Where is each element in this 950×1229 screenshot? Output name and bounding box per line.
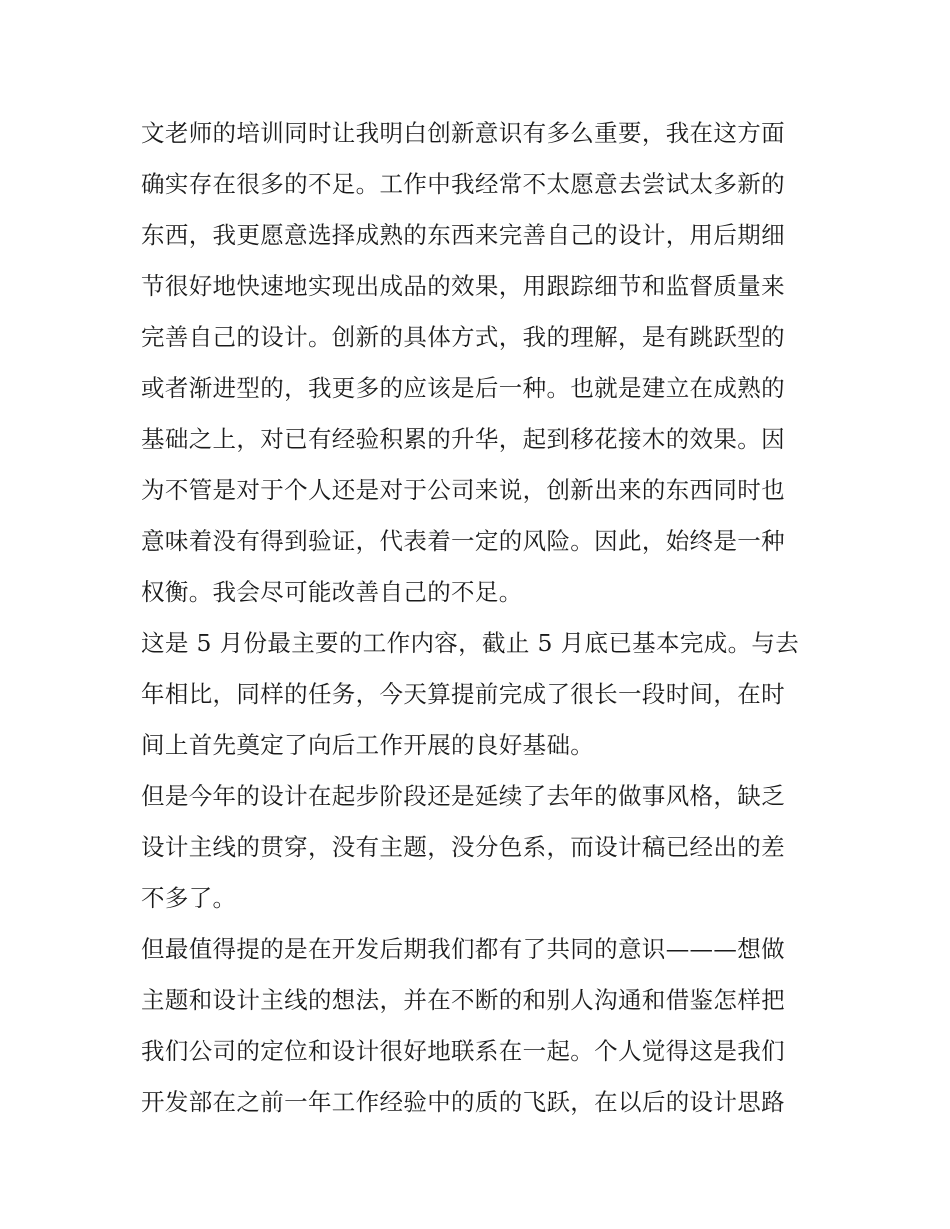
text-line: 文老师的培训同时让我明白创新意识有多么重要，我在这方面 [141,119,785,147]
text-line: 但最值得提的是在开发后期我们都有了共同的意识———想做 [141,935,785,963]
text-line: 确实存在很多的不足。工作中我经常不太愿意去尝试太多新的 [141,170,785,198]
text-line: 为不管是对于个人还是对于公司来说，创新出来的东西同时也 [141,476,785,504]
text-line: 这是 5 月份最主要的工作内容，截止 5 月底已基本完成。与去 [141,629,800,657]
text-line: 主题和设计主线的想法，并在不断的和别人沟通和借鉴怎样把 [141,986,785,1014]
text-line: 年相比，同样的任务，今天算提前完成了很长一段时间，在时 [141,680,785,708]
text-line: 或者渐进型的，我更多的应该是后一种。也就是建立在成熟的 [141,374,785,402]
text-line: 意味着没有得到验证，代表着一定的风险。因此，始终是一种 [141,527,785,555]
text-line: 基础之上，对已有经验积累的升华，起到移花接木的效果。因 [141,425,785,453]
text-line: 开发部在之前一年工作经验中的质的飞跃，在以后的设计思路 [141,1088,785,1116]
body-text [141,108,811,1128]
text-line: 我们公司的定位和设计很好地联系在一起。个人觉得这是我们 [141,1037,785,1065]
text-line: 但是今年的设计在起步阶段还是延续了去年的做事风格，缺乏 [141,782,785,810]
text-line: 东西，我更愿意选择成熟的东西来完善自己的设计，用后期细 [141,221,785,249]
text-line: 节很好地快速地实现出成品的效果，用跟踪细节和监督质量来 [141,272,785,300]
text-line: 间上首先奠定了向后工作开展的良好基础。 [141,731,595,759]
text-line: 不多了。 [141,884,237,912]
text-line: 权衡。我会尽可能改善自己的不足。 [141,578,523,606]
text-line: 完善自己的设计。创新的具体方式，我的理解，是有跳跃型的 [141,323,785,351]
text-line: 设计主线的贯穿，没有主题，没分色系，而设计稿已经出的差 [141,833,785,861]
